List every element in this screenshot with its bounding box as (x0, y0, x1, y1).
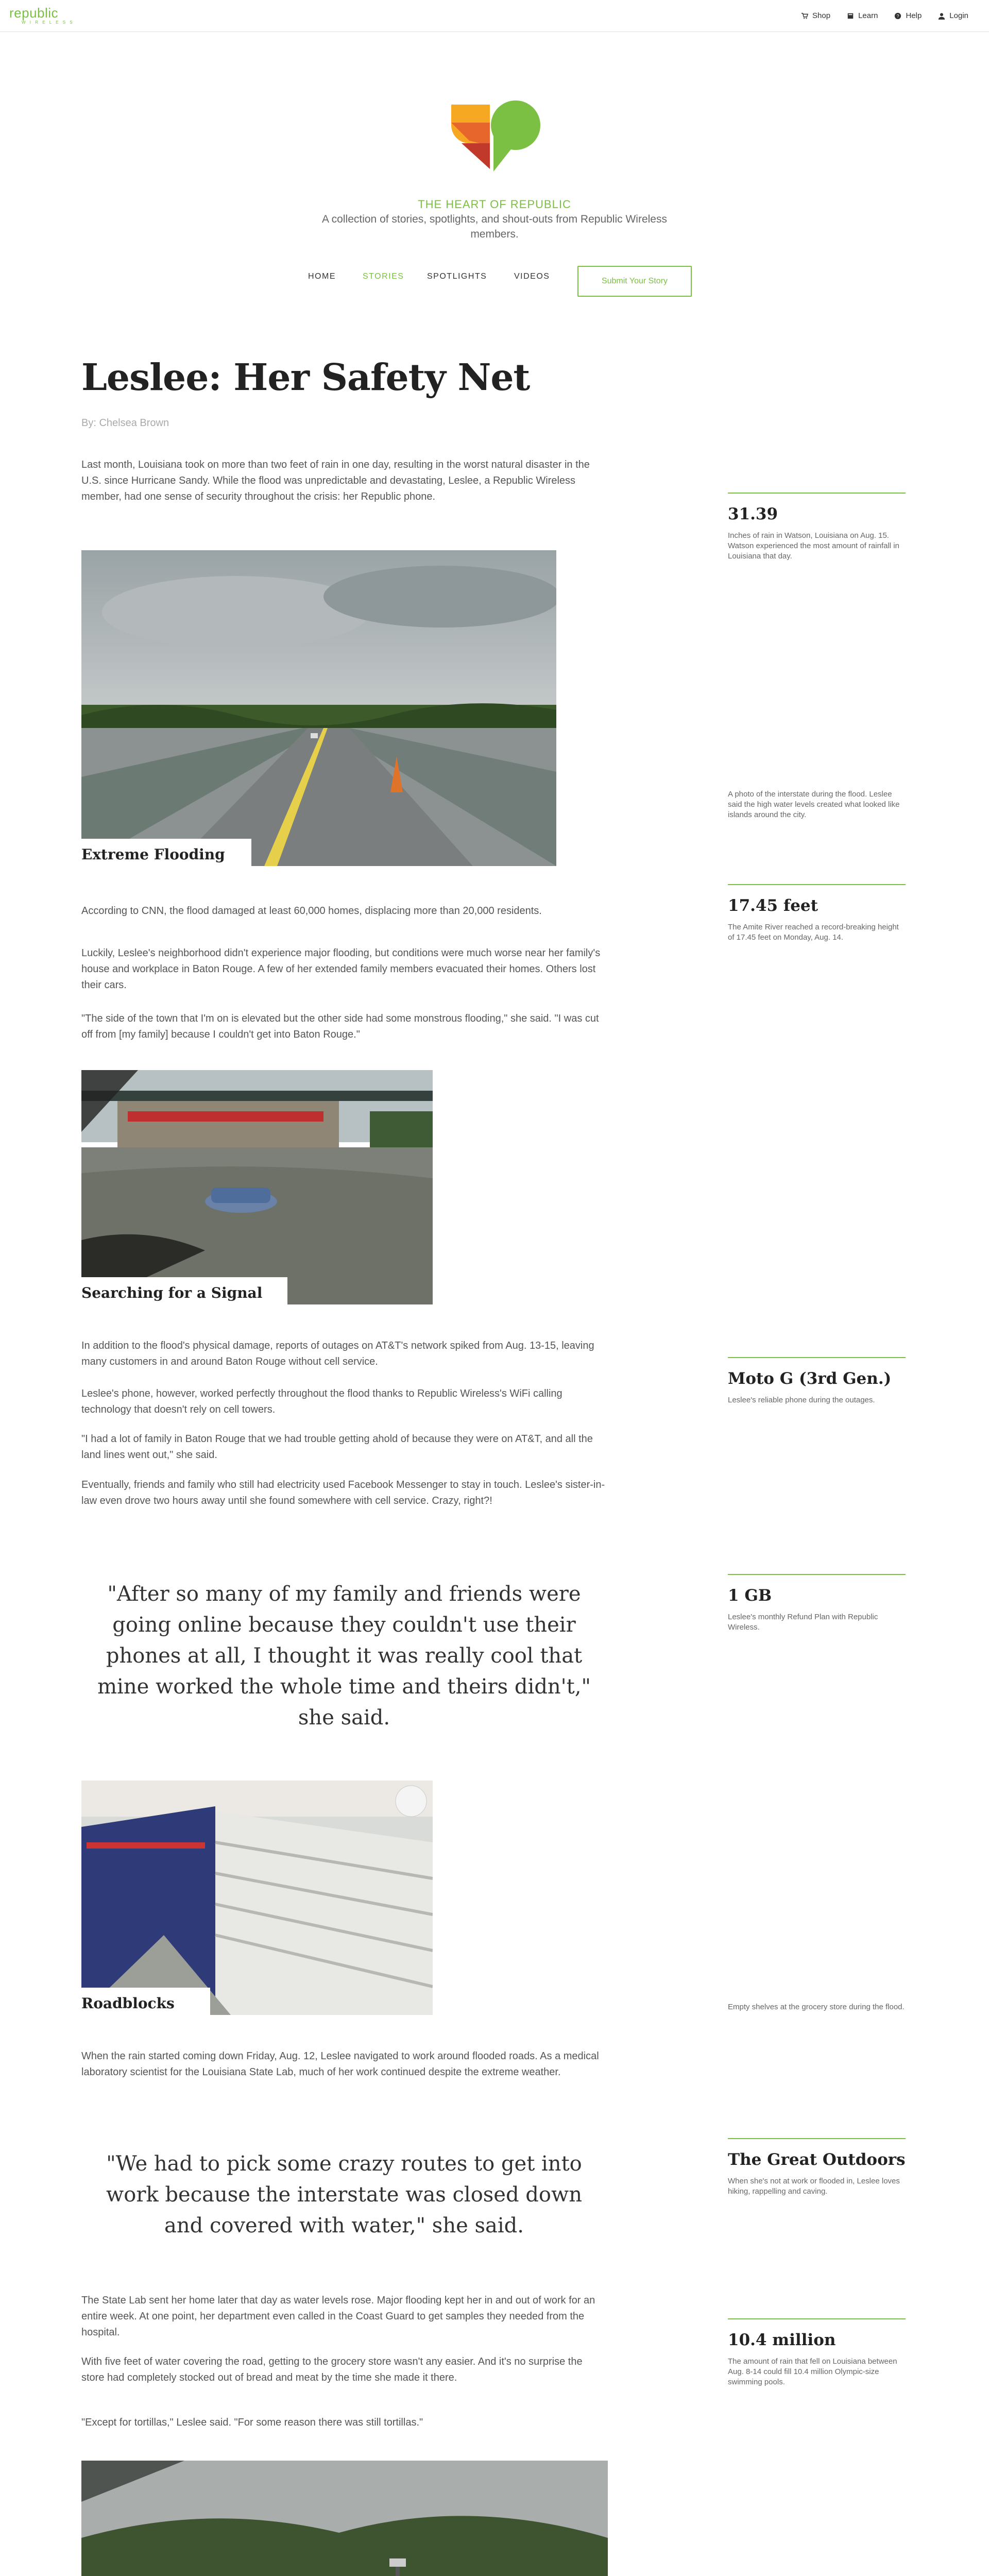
sidebar-rule (728, 2318, 906, 2319)
sidebar-stat (728, 2318, 906, 2387)
heart-of-republic-logo (446, 94, 544, 172)
article-paragraph: "I had a lot of family in Baton Rouge that we had trouble getting ahold of because they were on AT&T, and all the land lines went out," she said. (81, 1433, 593, 1461)
top-nav-shop[interactable] (801, 11, 830, 20)
top-nav-shop-label: Shop (812, 11, 831, 20)
nav-home[interactable]: HOME (308, 272, 336, 281)
photo-caption: Empty shelves at the grocery store during the flood. (728, 2003, 905, 2011)
sidebar-stat (728, 1357, 906, 1405)
nav-videos[interactable]: VIDEOS (514, 272, 550, 281)
sidebar-rule (728, 2138, 906, 2139)
article-paragraph: When the rain started coming down Friday, Aug. 12, Leslee navigated to work around flooded roads. As a medical laboratory scientist for the Louisiana State Lab, much of her work continued despite the extreme weather. (81, 2050, 599, 2078)
article-paragraph: Luckily, Leslee's neighborhood didn't experience major flooding, but conditions were much worse near her family's house and workplace in Baton Rouge. A few of her extended family members evacuated their homes. Others lost their cars. (81, 947, 601, 991)
submit-story-button[interactable]: Submit Your Story (577, 266, 692, 297)
top-bar (0, 0, 989, 32)
sidebar-stat (728, 884, 906, 943)
article-paragraph: In addition to the flood's physical damage, reports of outages on AT&T's network spiked from Aug. 13-15, leaving many customers in and around Baton Rouge without cell service. (81, 1340, 594, 1367)
sidebar-stat-description: Leslee's reliable phone during the outages. (728, 1396, 875, 1404)
flooded-road-photo (81, 2461, 608, 2576)
sidebar-stat-description: Leslee's monthly Refund Plan with Republic Wireless. (728, 1613, 878, 1632)
article-paragraph: "Except for tortillas," Leslee said. "For some reason there was still tortillas." (81, 2417, 423, 2428)
sidebar-stat-description: Inches of rain in Watson, Louisiana on Aug. 15. Watson experienced the most amount of rainfall in Louisiana that day. (728, 531, 899, 561)
top-nav-learn-label: Learn (858, 11, 878, 20)
sidebar-stat (728, 1574, 906, 1633)
nav-spotlights[interactable]: SPOTLIGHTS (427, 272, 487, 281)
sidebar-stat-description: The Amite River reached a record-breaking height of 17.45 feet on Monday, Aug. 14. (728, 923, 899, 942)
article-paragraph: "The side of the town that I'm on is elevated but the other side had some monstrous flooding," she said. "I was cut off from [my family] because I couldn't get into Baton Rouge." (81, 1013, 599, 1040)
sidebar-rule (728, 493, 906, 494)
logo-subtitle: W I R E L E S S (22, 20, 74, 25)
sidebar-stat-description: When she's not at work or flooded in, Leslee loves hiking, rappelling and caving. (728, 2177, 900, 2196)
logo-wordmark: republic (9, 5, 59, 21)
sidebar-stat-value: The Great Outdoors (728, 2150, 906, 2169)
section-heading-roadblocks: Roadblocks (81, 1988, 210, 2016)
article-paragraph: The State Lab sent her home later that day as water levels rose. Major flooding kept her in and out of work for an entire week. At one point, her department even called in the Coast Guard to get samples they needed from the hospital. (81, 2295, 595, 2338)
top-nav-login[interactable] (938, 11, 968, 20)
article-title: Leslee: Her Safety Net (81, 355, 530, 399)
photo-caption: A photo of the interstate during the flood. Leslee said the high water levels created what looked like islands around the city. (728, 790, 900, 819)
hero-title: THE HEART OF REPUBLIC (418, 198, 571, 211)
hero-description: A collection of stories, spotlights, and shout-outs from Republic Wireless members. (322, 213, 667, 240)
empty-grocery-shelves-photo (81, 1781, 433, 2015)
article-paragraph: According to CNN, the flood damaged at least 60,000 homes, displacing more than 20,000 residents. (81, 905, 542, 917)
republic-logo[interactable] (9, 5, 74, 25)
sidebar-stat-value: Moto G (3rd Gen.) (728, 1369, 892, 1388)
article-paragraph: With five feet of water covering the road, getting to the grocery store wasn't any easier. And it's no surprise the store had completely stocked out of bread and meat by the time she made it there. (81, 2356, 583, 2383)
sidebar-stat (728, 2138, 906, 2197)
cart-icon (801, 12, 808, 20)
sidebar-rule (728, 884, 906, 885)
sidebar-stat-value: 31.39 (728, 505, 778, 523)
user-icon (938, 12, 945, 20)
top-nav-help[interactable] (894, 11, 922, 20)
top-nav-help-label: Help (906, 11, 922, 20)
flooded-parking-lot-photo (81, 1070, 433, 1304)
interstate-flood-photo (81, 550, 556, 866)
main-nav (0, 266, 989, 286)
sidebar-stat-value: 1 GB (728, 1586, 772, 1605)
sidebar-stat-description: The amount of rain that fell on Louisiana between Aug. 8-14 could fill 10.4 million Olympic-size swimming pools. (728, 2357, 897, 2386)
pull-quote: "We had to pick some crazy routes to get into work because the interstate was closed down and covered with water," she said. (106, 2152, 582, 2238)
pull-quote: "After so many of my family and friends were going online because they couldn't use their phones at all, I thought it was really cool that mine worked the whole time and theirs didn't," she said. (97, 1582, 591, 1730)
section-heading-extreme-flooding: Extreme Flooding (81, 839, 251, 867)
top-nav-learn[interactable] (847, 11, 878, 20)
sidebar-rule (728, 1357, 906, 1358)
help-icon (894, 12, 901, 20)
top-nav (801, 11, 968, 20)
nav-stories[interactable]: STORIES (363, 272, 404, 281)
article-paragraph: Eventually, friends and family who still had electricity used Facebook Messenger to stay in touch. Leslee's sister-in-law even drove two hours away until she found somewhere with cell service. Crazy, right?! (81, 1479, 605, 1506)
sidebar-rule (728, 1574, 906, 1575)
sidebar-stat-value: 10.4 million (728, 2331, 836, 2349)
article-intro: Last month, Louisiana took on more than two feet of rain in one day, resulting in the worst natural disaster in the U.S. since Hurricane Sandy. While the flood was unpredictable and devastating, Leslee, a Republic Wireless member, had one sense of security throughout the crisis: her Republic phone. (81, 459, 590, 502)
section-heading-searching-for-signal: Searching for a Signal (81, 1277, 287, 1306)
book-icon (847, 12, 854, 20)
article-paragraph: Leslee's phone, however, worked perfectly throughout the flood thanks to Republic Wireless's WiFi calling technology that doesn't rely on cell towers. (81, 1388, 562, 1415)
svg-text:?: ? (897, 13, 899, 19)
top-nav-login-label: Login (949, 11, 968, 20)
article-byline: By: Chelsea Brown (81, 417, 169, 429)
sidebar-stat-value: 17.45 feet (728, 896, 818, 915)
sidebar-stat (728, 493, 906, 562)
